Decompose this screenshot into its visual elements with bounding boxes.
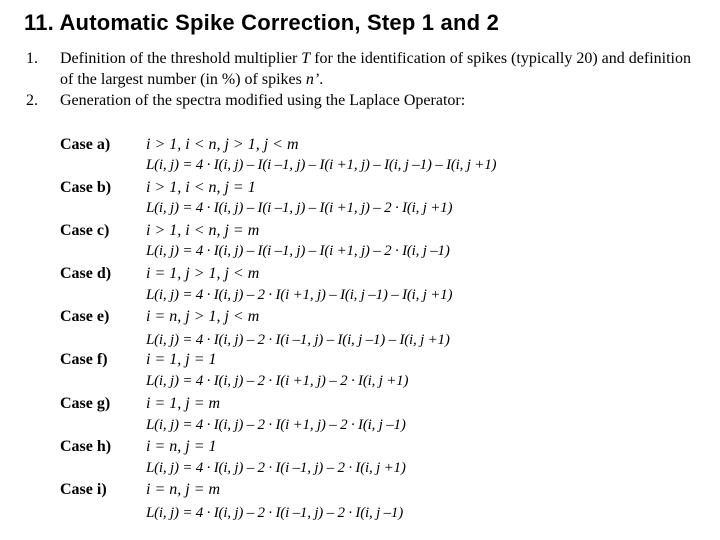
case-formula: L(i, j) = 4 · I(i, j) – 2 · I(i +1, j) – 2 · I(i, j –1)	[146, 417, 406, 433]
variable-t: T	[301, 50, 311, 67]
case-label: Case g)	[60, 395, 111, 412]
step-text: for the identification of spikes (typically 20) and definition of the largest number (in %) of spikes	[60, 50, 691, 88]
step-number: 2.	[26, 92, 38, 109]
case-formula: L(i, j) = 4 · I(i, j) – 2 · I(i +1, j) – 2 · I(i, j +1)	[146, 373, 409, 389]
case-condition: i = n, j > 1, j < m	[146, 308, 260, 325]
case-condition: i = 1, j > 1, j < m	[146, 265, 260, 282]
case-label: Case h)	[60, 438, 112, 455]
case-label: Case b)	[60, 179, 112, 196]
case-condition: i > 1, i < n, j = m	[146, 222, 260, 239]
step-1	[26, 48, 706, 90]
case-label: Case d)	[60, 265, 112, 282]
step-text: .	[319, 71, 324, 88]
case-label: Case f)	[60, 351, 108, 368]
case-condition: i = 1, j = m	[146, 395, 221, 412]
steps-list	[26, 48, 706, 111]
case-formula: L(i, j) = 4 · I(i, j) – 2 · I(i +1, j) – I(i, j –1) – I(i, j +1)	[146, 287, 453, 303]
case-formula: L(i, j) = 4 · I(i, j) – I(i –1, j) – I(i +1, j) – I(i, j –1) – I(i, j +1)	[146, 157, 497, 173]
case-condition: i > 1, i < n, j = 1	[146, 179, 256, 196]
slide-title: 11. Automatic Spike Correction, Step 1 and 2	[24, 10, 500, 35]
case-formula: L(i, j) = 4 · I(i, j) – 2 · I(i –1, j) – 2 · I(i, j +1)	[146, 460, 406, 476]
variable-n: n’	[305, 71, 320, 88]
case-formula: L(i, j) = 4 · I(i, j) – I(i –1, j) – I(i +1, j) – 2 · I(i, j –1)	[146, 243, 450, 259]
case-formula: L(i, j) = 4 · I(i, j) – 2 · I(i –1, j) – I(i, j –1) – I(i, j +1)	[146, 332, 450, 348]
case-condition: i > 1, i < n, j > 1, j < m	[146, 136, 299, 153]
step-text: Definition of the threshold multiplier	[60, 50, 302, 67]
case-label: Case e)	[60, 308, 110, 325]
case-label: Case c)	[60, 222, 110, 239]
case-formula: L(i, j) = 4 · I(i, j) – I(i –1, j) – I(i +1, j) – 2 · I(i, j +1)	[146, 200, 453, 216]
case-label: Case a)	[60, 136, 111, 153]
case-condition: i = n, j = 1	[146, 438, 217, 455]
case-label: Case i)	[60, 481, 107, 498]
case-formula: L(i, j) = 4 · I(i, j) – 2 · I(i –1, j) – 2 · I(i, j –1)	[146, 505, 404, 521]
case-condition: i = 1, j = 1	[146, 351, 217, 368]
step-number: 1.	[26, 50, 38, 67]
step-text: Generation of the spectra modified using the Laplace Operator:	[60, 92, 466, 109]
case-condition: i = n, j = m	[146, 481, 221, 498]
step-2	[26, 90, 706, 111]
